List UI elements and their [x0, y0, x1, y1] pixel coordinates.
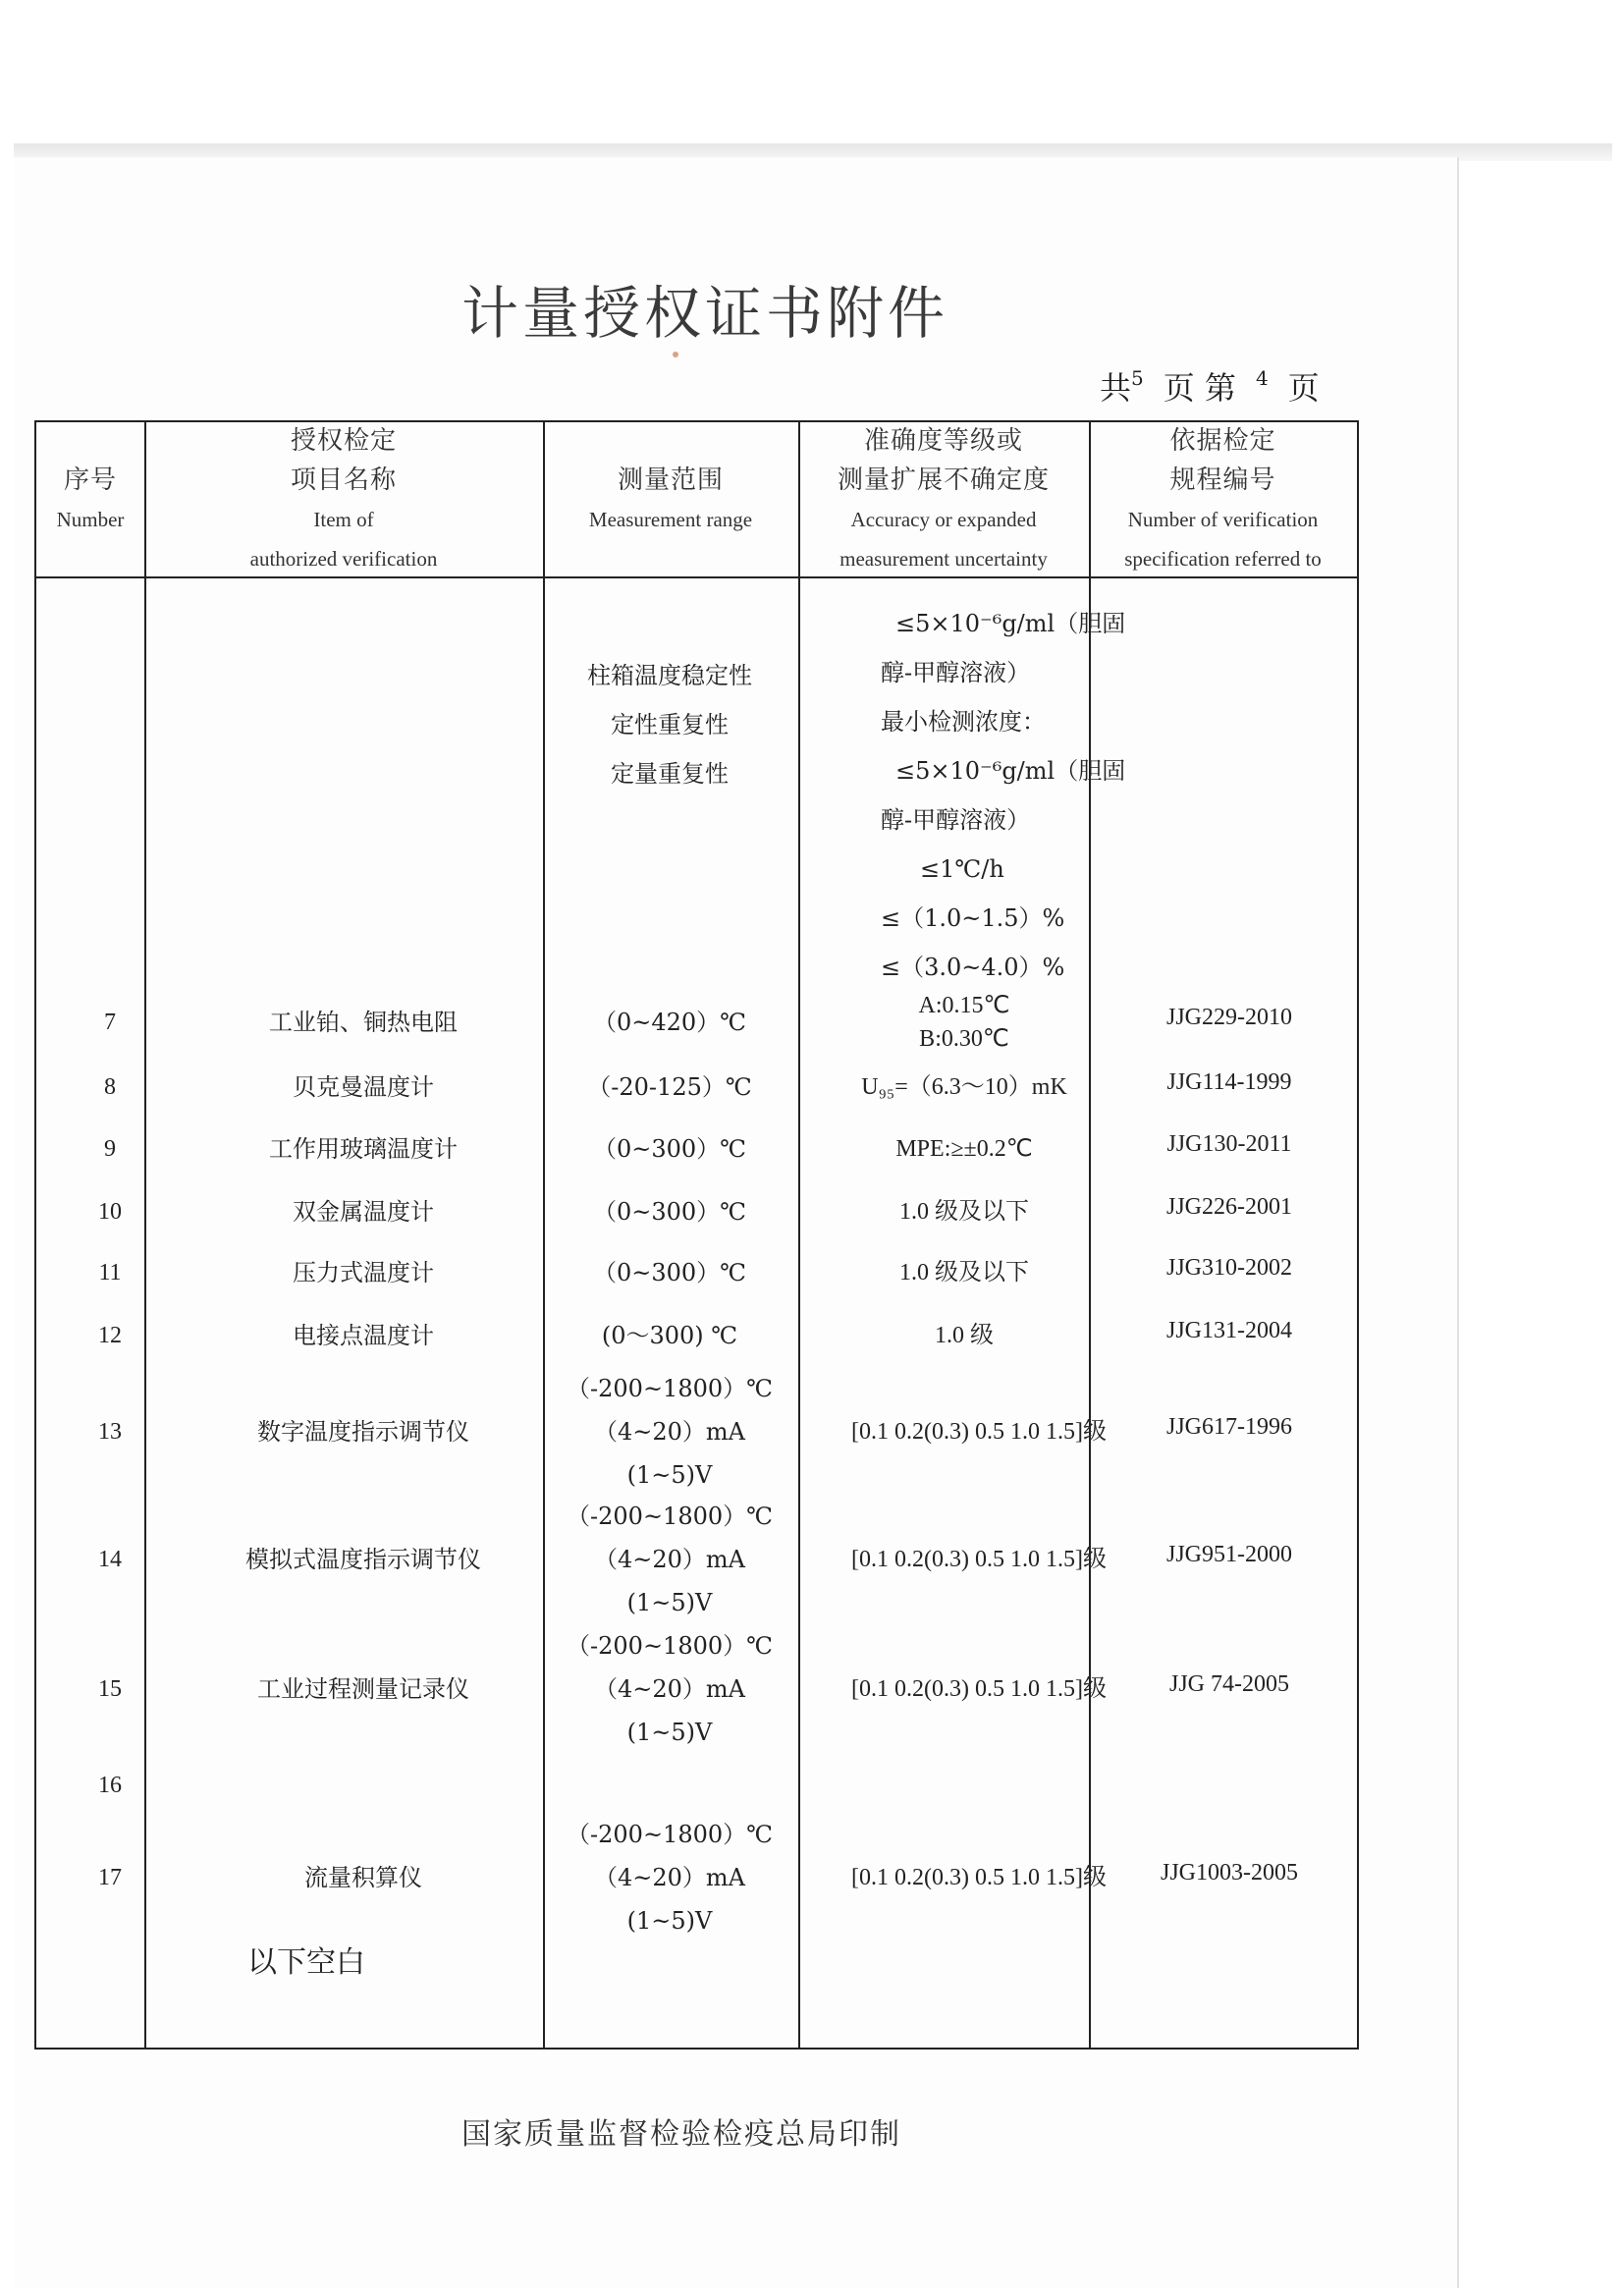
- column-divider: [144, 422, 146, 2048]
- row-range: （0~300）℃: [592, 1198, 747, 1226]
- header-en-line: Number of verification: [1127, 507, 1319, 531]
- row-number: 10: [98, 1199, 122, 1225]
- row-spec: JJG 74-2005: [1168, 1671, 1290, 1697]
- row-range: （0~300）℃: [592, 1135, 747, 1163]
- page-total: 5: [1131, 366, 1144, 390]
- row-range: (1~5)V: [626, 1907, 713, 1935]
- row-range: （-200~1800）℃: [567, 1375, 773, 1402]
- row-accuracy: MPE:≥±0.2℃: [895, 1136, 1033, 1162]
- ink-dot: [673, 352, 678, 357]
- row-spec: JJG617-1996: [1165, 1414, 1293, 1440]
- header-en-line: specification referred to: [1124, 546, 1322, 571]
- row-number: 14: [98, 1547, 122, 1572]
- row-item: 模拟式温度指示调节仪: [245, 1546, 481, 1573]
- header-zh-line: 测量范围: [617, 465, 724, 495]
- page-count-middle: 页 第: [1163, 369, 1236, 407]
- column-divider: [543, 422, 545, 2048]
- row-item: 工业过程测量记录仪: [257, 1675, 469, 1703]
- accuracy-line: 醇-甲醇溶液）: [881, 659, 1031, 686]
- row-spec: JJG114-1999: [1166, 1069, 1292, 1095]
- row-number: 15: [98, 1676, 122, 1702]
- column-divider: [1089, 422, 1091, 2048]
- row-item: 工作用玻璃温度计: [269, 1135, 458, 1163]
- row-spec: JJG229-2010: [1165, 1005, 1293, 1030]
- header-en-line: Number: [56, 507, 125, 531]
- row-number: 12: [98, 1323, 122, 1348]
- row-spec: JJG226-2001: [1165, 1194, 1293, 1220]
- row-range: (0～300) ℃: [601, 1322, 738, 1349]
- row-item: 数字温度指示调节仪: [257, 1418, 469, 1446]
- row-range: （-200~1800）℃: [567, 1503, 773, 1530]
- row-accuracy: [0.1 0.2(0.3) 0.5 1.0 1.5]级: [851, 1676, 1107, 1702]
- row-range: （0~420）℃: [592, 1009, 747, 1036]
- page-count-prefix: 共: [1100, 369, 1132, 407]
- accuracy-line: ≤1℃/h: [920, 855, 1004, 883]
- header-zh-line: 规程编号: [1169, 465, 1276, 495]
- row-range: （-20-125）℃: [587, 1073, 752, 1101]
- row-range: （-200~1800）℃: [567, 1632, 773, 1660]
- row-number: 17: [98, 1865, 122, 1890]
- range-line: 定量重复性: [611, 760, 729, 788]
- row-range: (1~5)V: [626, 1719, 713, 1746]
- page-current: 4: [1255, 366, 1269, 390]
- row-item: 流量积算仪: [304, 1864, 422, 1891]
- row-number: 8: [104, 1074, 116, 1100]
- header-zh-line: 测量扩展不确定度: [837, 465, 1050, 495]
- row-accuracy: [0.1 0.2(0.3) 0.5 1.0 1.5]级: [851, 1547, 1107, 1572]
- row-range: （-200~1800）℃: [567, 1821, 773, 1848]
- row-item: 贝克曼温度计: [293, 1073, 434, 1101]
- accuracy-line: ≤（1.0~1.5）%: [881, 904, 1065, 932]
- accuracy-line: ≤5×10⁻⁶g/ml（胆固: [895, 757, 1126, 785]
- printer-footer: 国家质量监督检验检疫总局印制: [461, 2117, 901, 2152]
- header-spec: [1089, 422, 1357, 576]
- row-accuracy: U₉₅=（6.3～10）mK: [861, 1074, 1067, 1100]
- row-number: 9: [104, 1136, 116, 1162]
- header-en-line: Measurement range: [588, 507, 753, 531]
- row-accuracy: 1.0 级及以下: [899, 1199, 1029, 1225]
- row-accuracy: B:0.30℃: [919, 1026, 1009, 1052]
- row-spec: JJG1003-2005: [1160, 1860, 1299, 1886]
- row-range: （4~20）mA: [593, 1864, 746, 1891]
- range-line: 柱箱温度稳定性: [587, 662, 752, 689]
- row-range: (1~5)V: [626, 1589, 713, 1616]
- header-zh-line: 序号: [63, 465, 117, 495]
- row-number: 11: [98, 1260, 122, 1285]
- header-zh-line: 依据检定: [1169, 425, 1276, 456]
- row-item: 工业铂、铜热电阻: [269, 1009, 458, 1036]
- row-item: 双金属温度计: [293, 1198, 434, 1226]
- row-accuracy: [0.1 0.2(0.3) 0.5 1.0 1.5]级: [851, 1419, 1107, 1445]
- row-accuracy: A:0.15℃: [918, 993, 1010, 1018]
- header-zh-line: 项目名称: [290, 465, 397, 495]
- row-item: 电接点温度计: [293, 1322, 434, 1349]
- row-spec: JJG131-2004: [1165, 1318, 1293, 1343]
- header-range: [543, 422, 798, 576]
- row-spec: JJG130-2011: [1166, 1131, 1292, 1157]
- row-item: 压力式温度计: [293, 1259, 434, 1286]
- header-en-line: Item of: [313, 507, 374, 531]
- range-line: 定性重复性: [611, 711, 729, 738]
- row-range: （4~20）mA: [593, 1418, 746, 1446]
- row-spec: JJG951-2000: [1165, 1542, 1293, 1567]
- accuracy-line: ≤5×10⁻⁶g/ml（胆固: [895, 610, 1126, 637]
- row-range: （4~20）mA: [593, 1546, 746, 1573]
- authorization-table: [34, 420, 1359, 2050]
- row-number: 13: [98, 1419, 122, 1445]
- column-divider: [798, 422, 800, 2048]
- row-range: （4~20）mA: [593, 1675, 746, 1703]
- page-count: [1100, 363, 1339, 409]
- header-en-line: authorized verification: [249, 546, 438, 571]
- header-zh-line: 授权检定: [290, 425, 397, 456]
- row-range: (1~5)V: [626, 1461, 713, 1489]
- accuracy-line: ≤（3.0~4.0）%: [881, 954, 1065, 981]
- row-spec: JJG310-2002: [1165, 1255, 1293, 1281]
- row-accuracy: 1.0 级: [935, 1323, 994, 1348]
- header-zh-line: 准确度等级或: [863, 425, 1023, 456]
- row-accuracy: 1.0 级及以下: [899, 1260, 1029, 1285]
- header-number: [36, 422, 144, 576]
- page-title: 计量授权证书附件: [461, 280, 949, 347]
- page-count-suffix: 页: [1287, 369, 1320, 407]
- accuracy-line: 最小检测浓度：: [881, 708, 1046, 736]
- header-en-line: Accuracy or expanded: [850, 507, 1037, 531]
- header-en-line: measurement uncertainty: [839, 546, 1048, 571]
- row-accuracy: [0.1 0.2(0.3) 0.5 1.0 1.5]级: [851, 1865, 1107, 1890]
- header-item: [144, 422, 543, 576]
- header-accuracy: [798, 422, 1089, 576]
- blank-below-note: 以下空白: [247, 1945, 365, 1980]
- row-range: （0~300）℃: [592, 1259, 747, 1286]
- row-number: 16: [98, 1773, 122, 1798]
- row-number: 7: [104, 1010, 116, 1035]
- accuracy-line: 醇-甲醇溶液）: [881, 806, 1031, 834]
